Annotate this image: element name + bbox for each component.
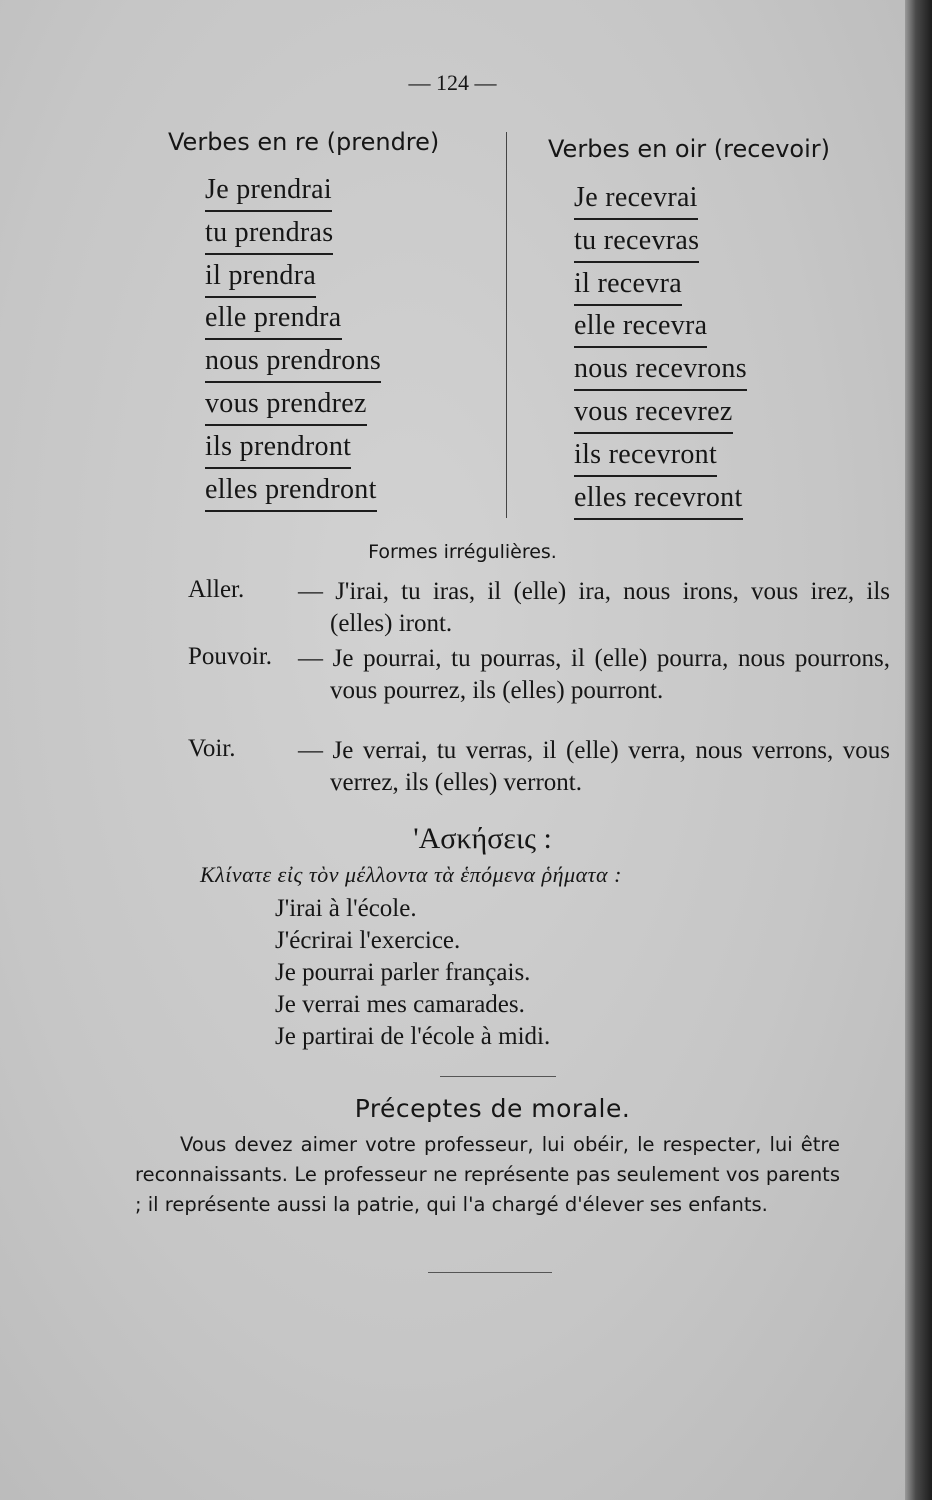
conjugation-item: Je prendrai — [205, 172, 381, 215]
exercise-item: Je verrai mes camarades. — [275, 991, 525, 1018]
section-divider — [440, 1076, 556, 1077]
conjugation-item: vous recevrez — [574, 394, 747, 437]
conjugation-item: ils recevront — [574, 437, 747, 480]
irregular-forms-heading: Formes irrégulières. — [368, 541, 557, 563]
exercise-item: J'irai à l'école. — [275, 895, 417, 922]
conjugation-item: il recevra — [574, 266, 747, 309]
irregular-conjugation: — J'irai, tu iras, il (elle) ira, nous irons, vous irez, ils (elles) iront. — [298, 578, 890, 637]
irregular-conjugation: — Je pourrai, tu pourras, il (elle) pourra, nous pourrons, vous pourrez, ils (elles) pourront. — [298, 645, 890, 704]
column-title-prendre: Verbes en re (prendre) — [168, 128, 440, 156]
maxims-paragraph: Vous devez aimer votre professeur, lui obéir, le respecter, lui être reconnaissants. Le professeur ne représente pas seulement vos parents ; il représente aussi la patrie, qui l'a chargé d'élever ses enfants. — [135, 1133, 840, 1216]
section-divider — [428, 1272, 552, 1273]
conjugation-item: tu recevras — [574, 223, 747, 266]
irregular-verb: Voir. — [188, 735, 236, 762]
page-number: — 124 — — [408, 70, 497, 95]
conjugation-list-prendre — [205, 172, 381, 514]
conjugation-item: elles prendront — [205, 472, 381, 515]
conjugation-list-recevoir — [574, 180, 747, 522]
column-title-recevoir: Verbes en oir (recevoir) — [548, 135, 830, 163]
maxims-title: Préceptes de morale. — [354, 1094, 631, 1123]
irregular-verb: Aller. — [188, 576, 245, 603]
irregular-conjugation: — Je verrai, tu verras, il (elle) verra, nous verrons, vous verrez, ils (elles) verront. — [298, 737, 890, 796]
exercise-list — [275, 893, 550, 1053]
exercise-item: Je pourrai parler français. — [275, 959, 531, 986]
conjugation-item: vous prendrez — [205, 386, 381, 429]
conjugation-item: nous prendrons — [205, 343, 381, 386]
conjugation-item: elles recevront — [574, 480, 747, 523]
exercises-instruction: Κλίνατε εἰς τὸν μέλλοντα τὰ ἑπόμενα ῥήματα : — [200, 862, 622, 887]
column-divider — [506, 132, 507, 518]
conjugation-item: tu prendras — [205, 215, 381, 258]
conjugation-item: il prendra — [205, 258, 381, 301]
exercise-item: J'écrirai l'exercice. — [275, 927, 461, 954]
exercise-item: Je partirai de l'école à midi. — [275, 1023, 551, 1050]
conjugation-item: nous recevrons — [574, 351, 747, 394]
conjugation-item: ils prendront — [205, 429, 381, 472]
conjugation-item: elle recevra — [574, 308, 747, 351]
irregular-verb: Pouvoir. — [188, 643, 273, 670]
book-spine — [905, 0, 932, 1500]
exercises-title: 'Ασκήσεις : — [413, 822, 552, 855]
conjugation-item: elle prendra — [205, 300, 381, 343]
conjugation-item: Je recevrai — [574, 180, 747, 223]
